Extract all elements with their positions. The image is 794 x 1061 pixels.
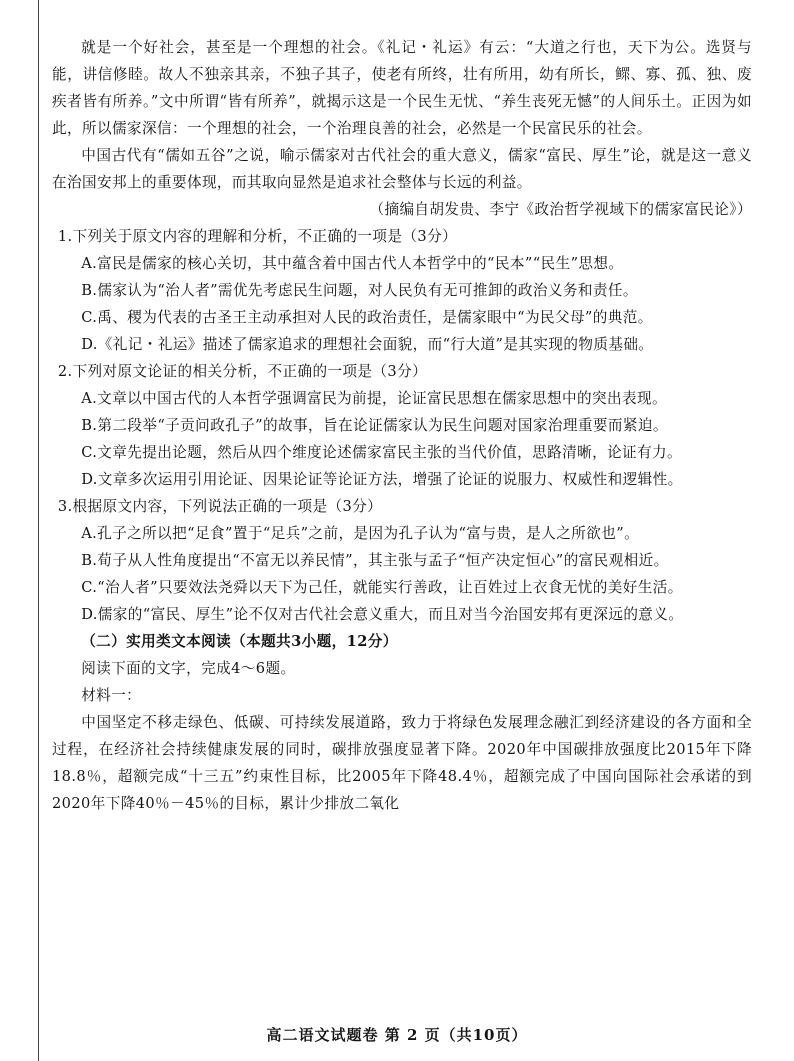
answer-option: B.第二段举“子贡问政孔子”的故事，旨在论证儒家认为民生问题对国家治理重要而紧迫。 bbox=[81, 417, 668, 434]
answer-option: C.“治人者”只要效法尧舜以天下为己任，就能实行善政，让百姓过上衣食无忧的美好生活。 bbox=[81, 579, 683, 596]
section-heading: （二）实用类文本阅读（本题共3小题，12分） bbox=[81, 633, 398, 650]
answer-option: D.文章多次运用引用论证、因果论证等论证方法，增强了论证的说服力、权威性和逻辑性。 bbox=[81, 471, 683, 488]
source-citation: （摘编自胡发贵、李宁《政治哲学视域下的儒家富民论》） bbox=[369, 201, 752, 218]
answer-option: C.文章先提出论题，然后从四个维度论述儒家富民主张的当代价值，思路清晰，论证有力。 bbox=[81, 444, 683, 461]
answer-option: B.荀子从人性角度提出“不富无以养民情”，其主张与孟子“恒产决定恒心”的富民观相近。 bbox=[81, 552, 669, 569]
answer-option: A.文章以中国古代的人本哲学强调富民为前提，论证富民思想在儒家思想中的突出表现。 bbox=[81, 390, 667, 407]
answer-option: A.富民是儒家的核心关切，其中蕴含着中国古代人本哲学中的“民本”“民生”思想。 bbox=[81, 255, 624, 272]
question-stem: 3.根据原文内容，下列说法正确的一项是（3分） bbox=[57, 498, 383, 515]
body-paragraph: 中国古代有“儒如五谷”之说，喻示儒家对古代社会的重大意义，儒家“富民、厚生”论，就是这一意义在治国安邦上的重要体现，而其取向显然是追求社会整体与长远的利益。 bbox=[52, 147, 752, 191]
body-paragraph: 就是一个好社会，甚至是一个理想的社会。《礼记・礼运》有云：“大道之行也，天下为公。选贤与能，讲信修睦。故人不独亲其亲，不独子其子，使老有所终，壮有所用，幼有所长，鳏、寡、孤、独、废疾者皆有所养。”文中所谓“皆有所养”，就揭示这是一个民生无忧、“养生丧死无憾”的人间乐土。正因为如此，所以儒家深信：一个理想的社会，一个治理良善的社会，必然是一个民富民乐的社会。 bbox=[52, 39, 752, 137]
page-content bbox=[52, 34, 752, 817]
answer-option: D.儒家的“富民、厚生”论不仅对古代社会意义重大，而且对当今治国安邦有更深远的意义。 bbox=[81, 606, 684, 623]
answer-option: A.孔子之所以把“足食”置于“足兵”之前，是因为孔子认为“富与贵，是人之所欲也”。 bbox=[81, 525, 640, 542]
answer-option: 阅读下面的文字，完成4～6题。 bbox=[81, 660, 296, 677]
question-stem: 2.下列对原文论证的相关分析，不正确的一项是（3分） bbox=[57, 363, 428, 380]
body-paragraph: 中国坚定不移走绿色、低碳、可持续发展道路，致力于将绿色发展理念融汇到经济建设的各方面和全过程，在经济社会持续健康发展的同时，碳排放强度显著下降。2020年中国碳排放强度比2015年下降18.8％，超额完成“十三五”约束性目标，比2005年下降48.4％，超额完成了中国向国际社会承诺的到2020年下降40％－45％的目标，累计少排放二氧化 bbox=[52, 714, 752, 812]
answer-option: 材料一： bbox=[81, 687, 142, 704]
page-footer: 高二语文试题卷 第 2 页（共10页） bbox=[266, 1026, 528, 1044]
page-margin-line bbox=[38, 0, 39, 1061]
answer-option: B.儒家认为“治人者”需优先考虑民生问题，对人民负有无可推卸的政治义务和责任。 bbox=[81, 282, 638, 299]
answer-option: C.禹、稷为代表的古圣王主动承担对人民的政治责任，是儒家眼中“为民父母”的典范。 bbox=[81, 309, 653, 326]
answer-option: D.《礼记・礼运》描述了儒家追求的理想社会面貌，而“行大道”是其实现的物质基础。 bbox=[81, 336, 654, 353]
question-stem: 1.下列关于原文内容的理解和分析，不正确的一项是（3分） bbox=[57, 228, 458, 245]
